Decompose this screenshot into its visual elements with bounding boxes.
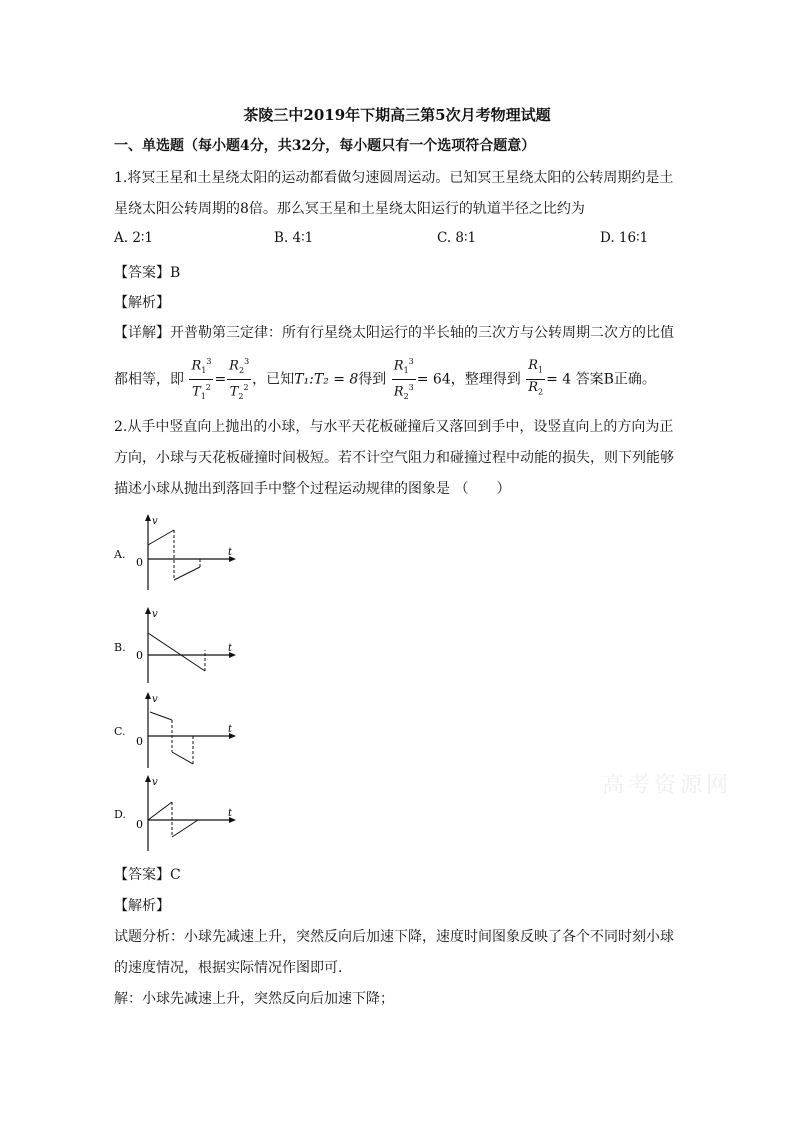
period-ratio: T₁:T₂ = 8: [294, 371, 359, 388]
graph-b-origin: 0: [136, 649, 143, 662]
q1-eq-4: = 4: [546, 371, 572, 388]
graph-a-origin: 0: [136, 556, 143, 569]
q2-line2: 方向，小球与天花板碰撞时间极短。若不计空气阻力和碰撞过程中动能的损失，则下列能够: [114, 450, 674, 466]
q1-analysis-label: 【解析】: [114, 295, 170, 311]
q1-answer: 【答案】B: [114, 265, 181, 281]
q2-explanation-line1: 试题分析：小球先减速上升，突然反向后加速下降，速度时间图象反映了各个不同时刻小球: [114, 929, 674, 945]
q2-explanation-line3: 解：小球先减速上升，突然反向后加速下降；: [114, 991, 394, 1007]
graph-a-label: A.: [114, 548, 126, 561]
fraction-r1-r2-cubed: $\frac{R_1^3}{R_2^3}$: [392, 354, 416, 405]
graph-a-v-label: v: [152, 516, 158, 527]
graph-c-origin: 0: [136, 735, 143, 748]
fraction-r2-t2: $\frac{R_2^3}{T_2^2}$: [227, 354, 251, 405]
graph-c: [130, 690, 240, 772]
graph-b-label: B.: [114, 641, 126, 654]
graph-d-v-label: v: [152, 777, 158, 788]
graph-b-v-label: v: [152, 609, 158, 620]
q1-option-d: D. 16∶1: [600, 230, 649, 246]
q1-detail-text-e: 答案B正确。: [575, 371, 656, 388]
q2-explanation-line2: 的速度情况，根据实际情况作图即可．: [114, 960, 352, 976]
graph-c-t-label: t: [228, 724, 233, 735]
q1-detail-text-d: ，整理得到: [450, 371, 521, 388]
watermark: 高考资源网: [602, 773, 733, 798]
q2-line1: 2.从手中竖直向上抛出的小球，与水平天花板碰撞后又落回到手中，设竖直向上的方向为正: [114, 419, 674, 435]
graph-d-label: D.: [114, 808, 126, 821]
page-title: 茶陵三中2019年下期高三第5次月考物理试题: [243, 106, 551, 124]
q1-option-c: C. 8∶1: [437, 230, 477, 246]
graph-d-t-label: t: [228, 808, 233, 819]
q2-line3: 描述小球从抛出到落回手中整个过程运动规律的图象是 （ ）: [114, 481, 511, 497]
q1-detail-line1: 【详解】开普勒第三定律：所有行星绕太阳运行的半长轴的三次方与公转周期二次方的比值: [114, 325, 674, 341]
graph-d: [130, 773, 240, 855]
q1-detail-text-a: 都相等，即: [114, 371, 184, 388]
q1-option-b: B. 4∶1: [274, 230, 314, 246]
graph-c-v-label: v: [152, 694, 158, 705]
section-heading: 一、单选题（每小题4分，共32分，每小题只有一个选项符合题意）: [114, 138, 536, 154]
q1-eq-64: = 64: [416, 371, 451, 388]
graph-b-t-label: t: [228, 643, 233, 654]
graph-a-t-label: t: [228, 547, 233, 558]
q1-detail-text-c: 得到: [358, 371, 387, 388]
graph-a: [130, 512, 240, 594]
q1-detail-text-b: ，已知: [252, 371, 295, 388]
q1-option-a: A. 2∶1: [114, 230, 154, 246]
graph-b: [130, 605, 240, 687]
fraction-r1-t1: $\frac{R_1^3}{T_1^2}$: [189, 354, 213, 405]
graph-c-label: C.: [114, 725, 126, 738]
fraction-r1-r2: $\frac{R_1}{R_2}$: [528, 358, 544, 397]
graph-d-origin: 0: [136, 818, 143, 831]
q1-line2: 星绕太阳公转周期的8倍。那么冥王星和土星绕太阳运行的轨道半径之比约为: [114, 201, 585, 217]
q1-line1: 1.将冥王星和土星绕太阳的运动都看做匀速圆周运动。已知冥王星绕太阳的公转周期约是土: [114, 170, 674, 186]
q1-detail-line2: 都相等，即 $\frac{R_1^3}{T_1^2}$ = $\frac{R_2^3}{T_2^2}$ ，已知T₁:T₂ = 8得到 $\frac{R_1^3}{R_2^3}$ = 64，整理得到 $\frac{R_1}{R_2}$ = 4 答案B正确。: [114, 354, 656, 405]
q2-analysis-label: 【解析】: [114, 898, 170, 914]
q2-answer: 【答案】C: [114, 867, 181, 883]
